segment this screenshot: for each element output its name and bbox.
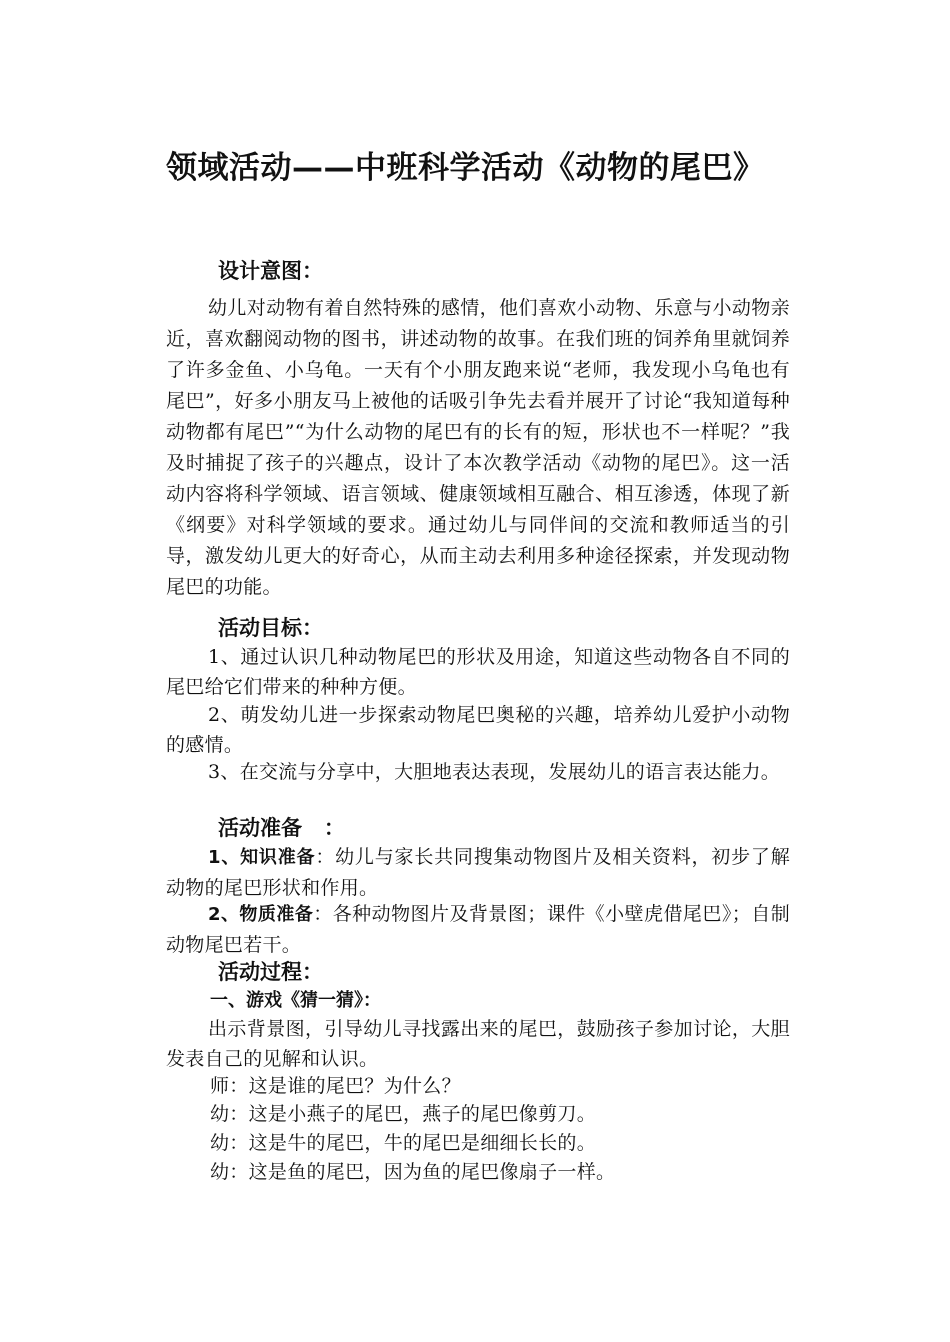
process-step1-heading: 一、游戏《猜一猜》： — [210, 990, 381, 1011]
goal-item-2: 2、萌发幼儿进一步探索动物尾巴奥秘的兴趣，培养幼儿爱护小动物的感情。 — [166, 704, 790, 756]
section-heading-process: 活动过程： — [218, 960, 323, 984]
dialogue-line: 幼：这是牛的尾巴，牛的尾巴是细细长长的。 — [210, 1132, 597, 1154]
preparation-item-lead: 2、物质准备 — [208, 904, 314, 925]
preparation-item-text: ：幼儿与家长共同搜集动物图片及相关资料，初步了解动物的尾巴形状和作用。 — [166, 846, 791, 899]
preparation-item-knowledge — [166, 842, 790, 903]
preparation-item-materials — [166, 899, 790, 960]
section-heading-goals: 活动目标： — [218, 616, 323, 640]
document-title: 领域活动——中班科学活动《动物的尾巴》 — [166, 150, 765, 186]
preparation-item-lead: 1、知识准备 — [208, 847, 316, 868]
goal-item-1: 1、通过认识几种动物尾巴的形状及用途，知道这些动物各自不同的尾巴给它们带来的种种方便。 — [166, 646, 790, 698]
section-heading-design-intent: 设计意图： — [218, 259, 323, 283]
process-step1-intro: 出示背景图，引导幼儿寻找露出来的尾巴，鼓励孩子参加讨论，大胆发表自己的见解和认识。 — [166, 1018, 790, 1070]
section-heading-preparation: 活动准备 ： — [218, 816, 345, 840]
dialogue-line: 幼：这是鱼的尾巴，因为鱼的尾巴像扇子一样。 — [210, 1161, 616, 1183]
dialogue-line: 幼：这是小燕子的尾巴，燕子的尾巴像剪刀。 — [210, 1103, 597, 1125]
design-intent-paragraph: 幼儿对动物有着自然特殊的感情，他们喜欢小动物、乐意与小动物亲近，喜欢翻阅动物的图书，讲述动物的故事。在我们班的饲养角里就饲养了许多金鱼、小乌龟。一天有个小朋友跑来说“老师，我发现小乌龟也有尾巴”，好多小朋友马上被他的话吸引争先去看并展开了讨论“我知道每种动物都有尾巴”“为什么动物的尾巴有的长有的短，形状也不一样呢？”我及时捕捉了孩子的兴趣点，设计了本次教学活动《动物的尾巴》。这一活动内容将科学领域、语言领域、健康领域相互融合、相互渗透，体现了新《纲要》对科学领域的要求。通过幼儿与同伴间的交流和教师适当的引导，激发幼儿更大的好奇心，从而主动去利用多种途径探索，并发现动物尾巴的功能。 — [166, 297, 790, 598]
dialogue-line: 师：这是谁的尾巴？为什么？ — [210, 1075, 461, 1097]
goal-item-3: 3、在交流与分享中，大胆地表达表现，发展幼儿的语言表达能力。 — [208, 761, 781, 783]
preparation-item-text: ：各种动物图片及背景图；课件《小壁虎借尾巴》；自制动物尾巴若干。 — [166, 903, 790, 956]
